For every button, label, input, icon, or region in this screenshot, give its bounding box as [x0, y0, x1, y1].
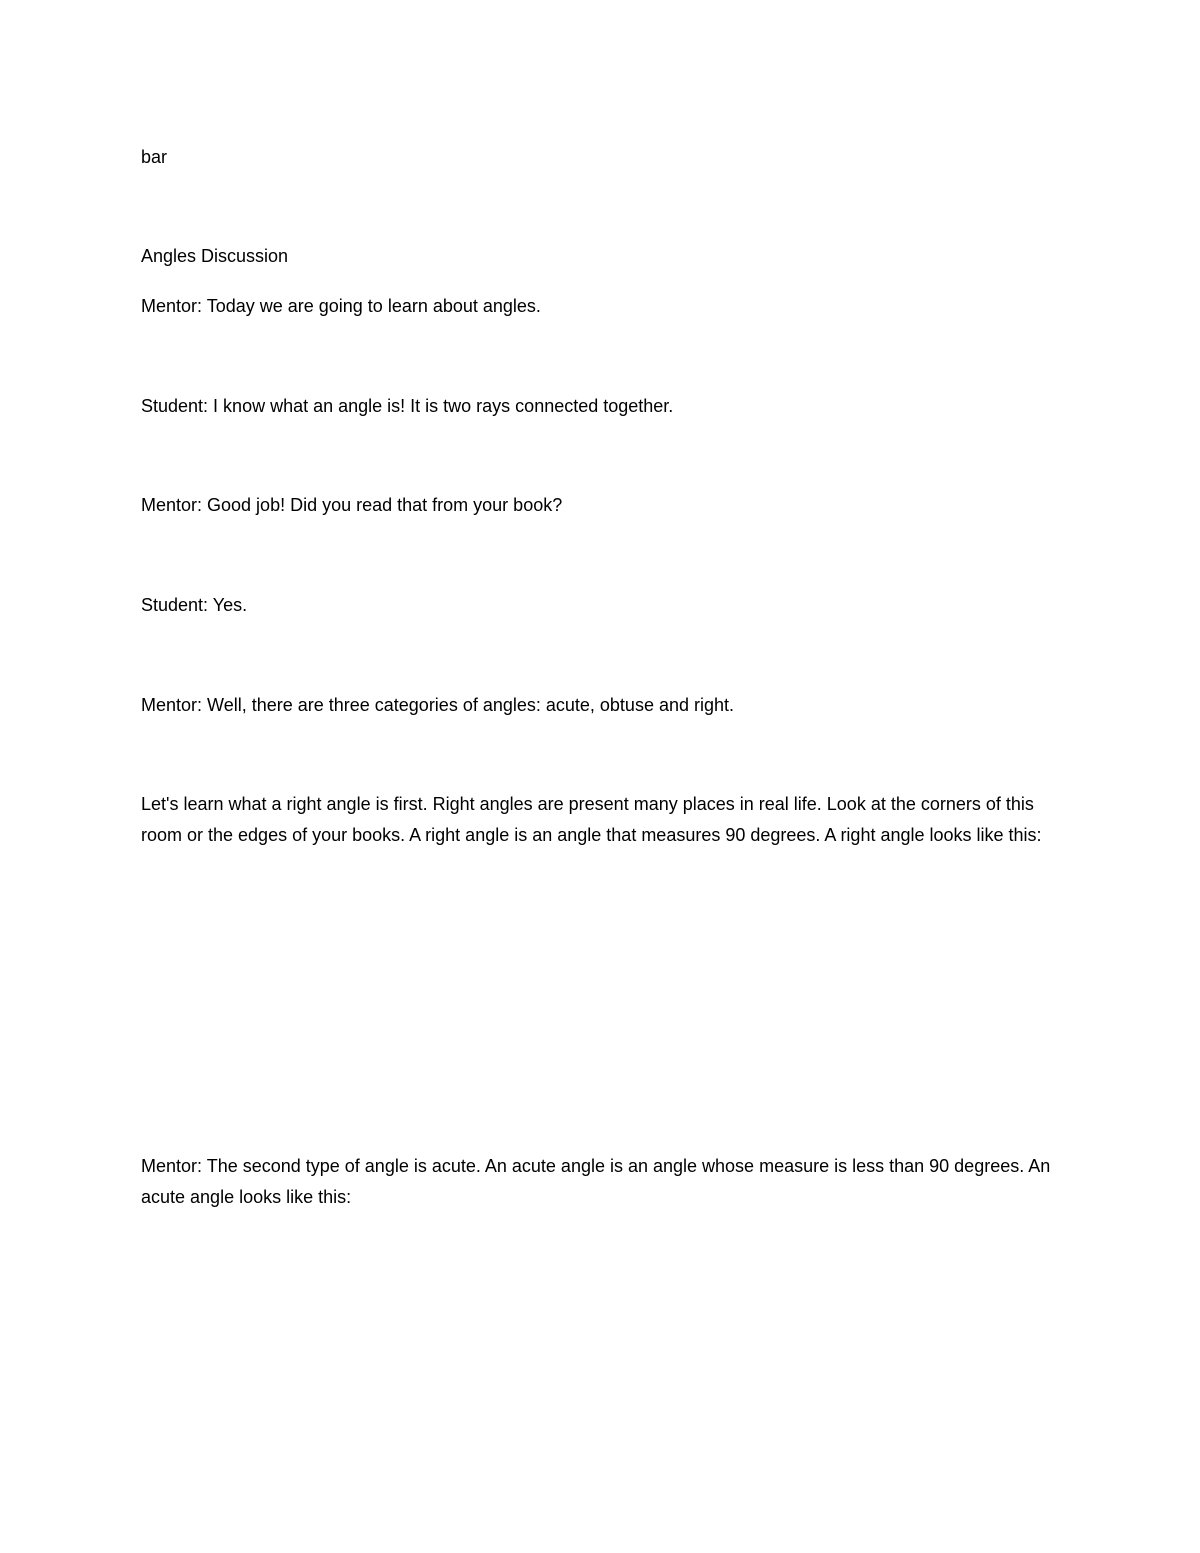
dialogue-line: Mentor: Today we are going to learn about angles. [141, 296, 541, 316]
dialogue-line: Student: I know what an angle is! It is two rays connected together. [141, 396, 674, 416]
dialogue-line: Mentor: Good job! Did you read that from your book? [141, 495, 563, 515]
acute-angle-paragraph: Mentor: The second type of angle is acute. An acute angle is an angle whose measure is less than 90 degrees. An acute angle looks like this: [141, 1156, 1051, 1207]
dialogue-line: Student: Yes. [141, 595, 248, 615]
dialogue-line: Mentor: Well, there are three categories of angles: acute, obtuse and right. [141, 695, 735, 715]
header-word: bar [141, 147, 168, 167]
document-title: Angles Discussion [141, 246, 289, 266]
right-angle-paragraph: Let's learn what a right angle is first. Right angles are present many places in real life. Look at the corners of this room or the edges of your books. A right angle is an angle that measures 90 degrees. A right angle looks like this: [141, 794, 1042, 845]
